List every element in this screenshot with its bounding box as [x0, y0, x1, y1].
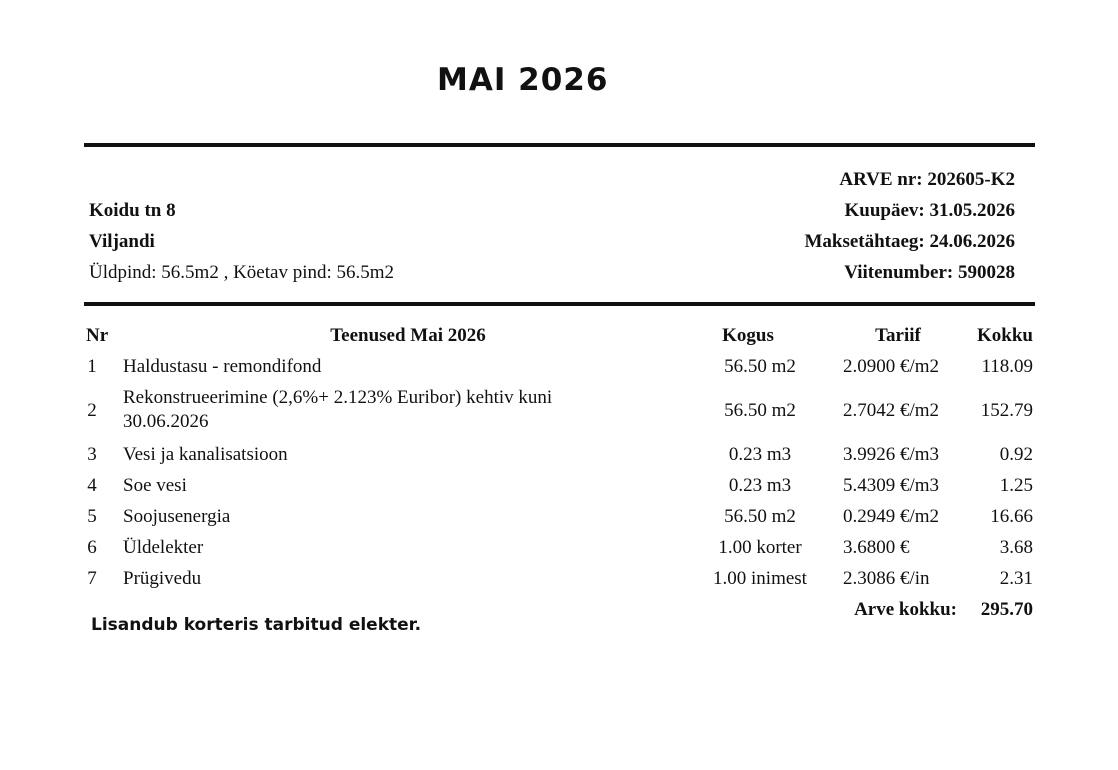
address-area: Üldpind: 56.5m2 , Köetav pind: 56.5m2	[89, 262, 395, 283]
row-total: 0.92	[999, 444, 1033, 465]
row-quantity: 1.00 inimest	[713, 568, 807, 589]
row-tariff: 0.2949 €/m2	[843, 506, 940, 527]
grand-total-value: 295.70	[980, 599, 1033, 620]
invoice-reference: Viitenumber: 590028	[844, 262, 1015, 283]
row-quantity: 56.50 m2	[724, 400, 796, 421]
invoice-date: Kuupäev: 31.05.2026	[844, 200, 1015, 221]
row-quantity: 56.50 m2	[724, 506, 796, 527]
invoice-due-date: Maksetähtaeg: 24.06.2026	[804, 231, 1015, 252]
row-nr: 3	[87, 444, 97, 465]
row-service: Prügivedu	[123, 568, 202, 589]
row-service: Soe vesi	[123, 475, 187, 496]
row-quantity: 1.00 korter	[718, 537, 802, 558]
row-service: Üldelekter	[123, 537, 204, 558]
row-service: Soojusenergia	[123, 506, 231, 527]
row-service: Vesi ja kanalisatsioon	[123, 444, 288, 465]
header-service: Teenused Mai 2026	[330, 325, 486, 346]
row-total: 16.66	[990, 506, 1033, 527]
row-quantity: 0.23 m3	[728, 475, 792, 496]
row-tariff: 2.3086 €/in	[843, 568, 930, 589]
row-tariff: 3.9926 €/m3	[843, 444, 940, 465]
grand-total-label: Arve kokku:	[854, 599, 957, 620]
row-tariff: 2.0900 €/m2	[843, 356, 940, 377]
top-divider	[84, 143, 1035, 147]
header-total: Kokku	[977, 325, 1033, 346]
row-quantity: 56.50 m2	[724, 356, 796, 377]
page-title: MAI 2026	[437, 62, 609, 98]
row-total: 152.79	[980, 400, 1033, 421]
header-tariff: Tariif	[875, 325, 921, 346]
address-street: Koidu tn 8	[89, 200, 176, 221]
row-tariff: 5.4309 €/m3	[843, 475, 940, 496]
row-nr: 7	[87, 568, 97, 589]
row-total: 118.09	[981, 356, 1033, 377]
row-nr: 5	[87, 506, 97, 527]
row-tariff: 2.7042 €/m2	[843, 400, 940, 421]
invoice-number: ARVE nr: 202605-K2	[839, 169, 1015, 190]
row-total: 3.68	[999, 537, 1033, 558]
row-nr: 1	[87, 356, 97, 377]
address-city: Viljandi	[89, 231, 155, 252]
row-service: Rekonstrueerimine (2,6%+ 2.123% Euribor) kehtiv kuni 30.06.2026	[123, 387, 553, 432]
row-nr: 4	[87, 475, 97, 496]
row-nr: 2	[87, 400, 97, 421]
row-total: 2.31	[999, 568, 1033, 589]
header-quantity: Kogus	[722, 325, 774, 346]
row-nr: 6	[87, 537, 97, 558]
row-service: Haldustasu - remondifond	[123, 356, 322, 377]
footnote: Lisandub korteris tarbitud elekter.	[91, 615, 422, 635]
row-total: 1.25	[999, 475, 1033, 496]
row-tariff: 3.6800 €	[843, 537, 910, 558]
row-quantity: 0.23 m3	[728, 444, 792, 465]
header-nr: Nr	[86, 325, 109, 346]
table-divider	[84, 302, 1035, 306]
